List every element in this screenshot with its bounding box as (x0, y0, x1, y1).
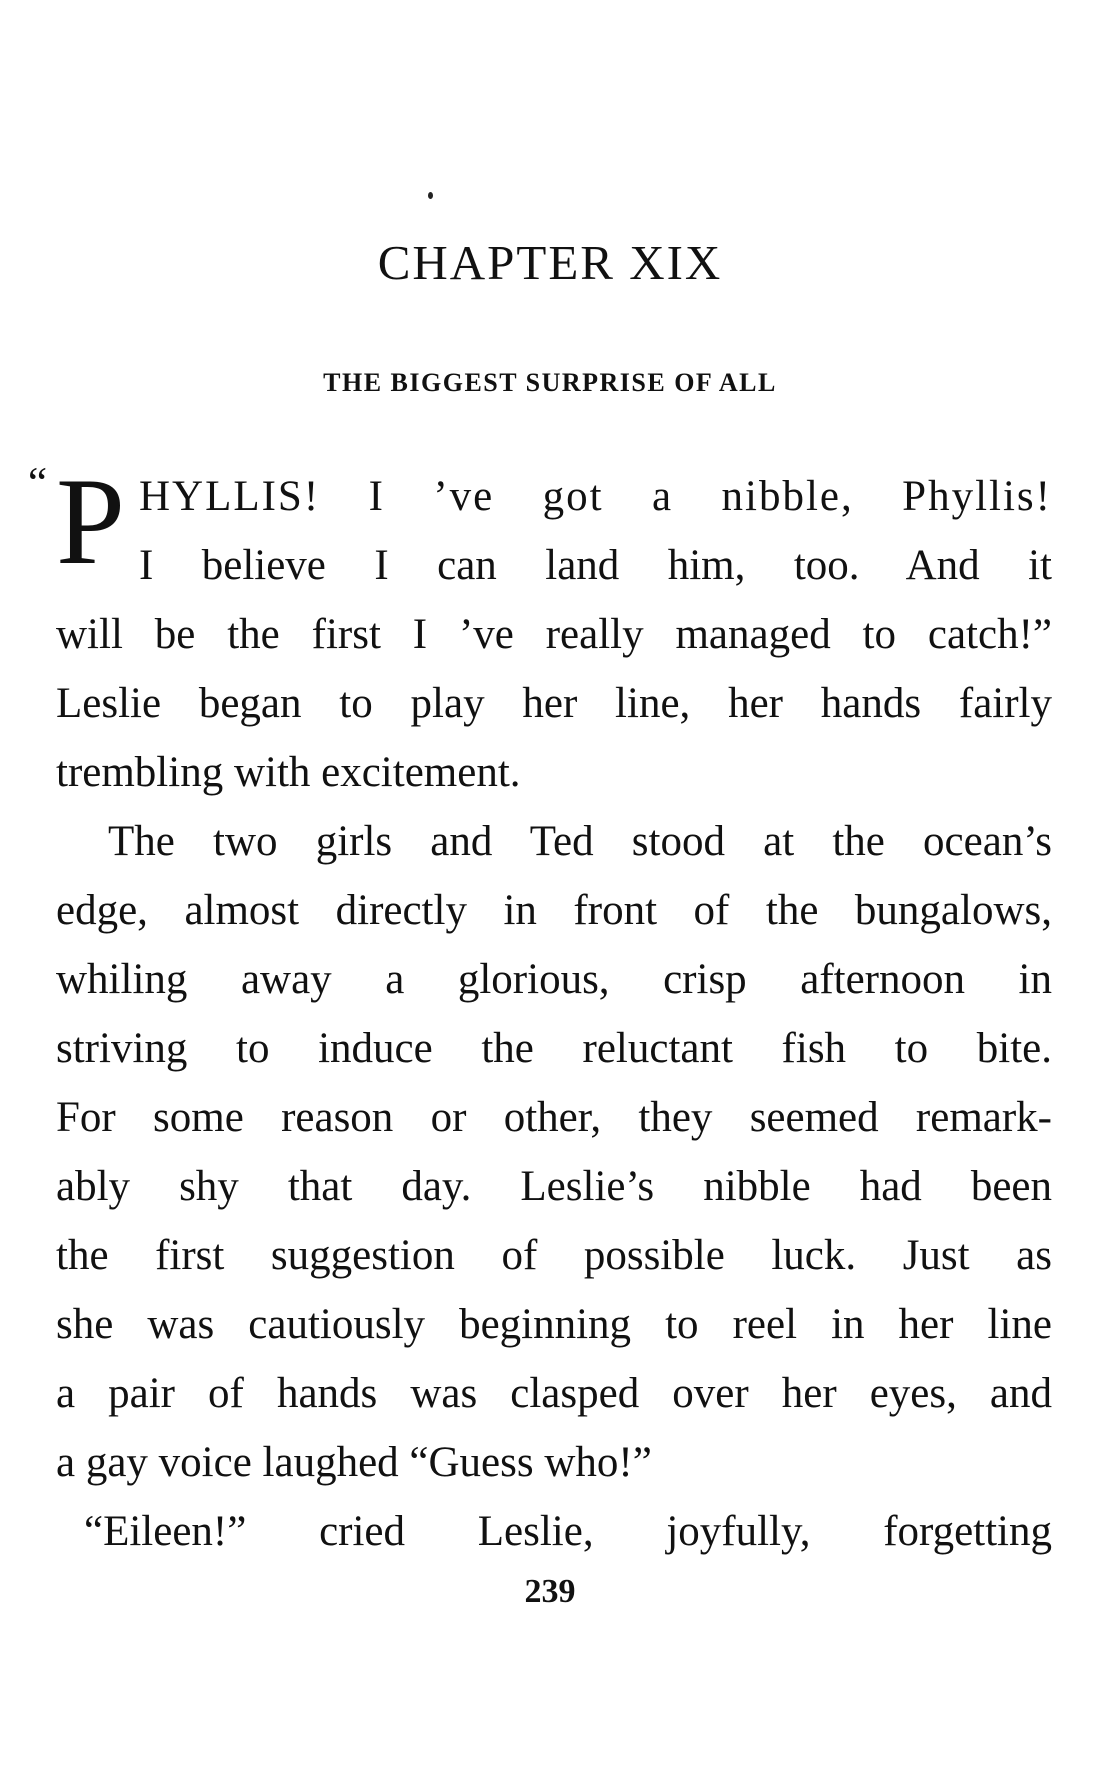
paragraph-line: a pair of hands was clasped over her eyes, and (56, 1370, 1052, 1417)
paragraph-line: whiling away a glorious, crisp afternoon in (56, 956, 1052, 1003)
paragraph-line: trembling with excitement. (56, 749, 521, 796)
paragraph-line: edge, almost directly in front of the bungalows, (56, 887, 1052, 934)
paragraph-line: striving to induce the reluctant fish to bite. (56, 1025, 1052, 1072)
paragraph-line: she was cautiously beginning to reel in her line (56, 1301, 1052, 1348)
paragraph-line: ably shy that day. Leslie’s nibble had been (56, 1163, 1052, 1210)
paragraph-line: will be the first I ’ve really managed to catch!” (56, 611, 1052, 658)
paragraph-line: Leslie began to play her line, her hands fairly (56, 680, 1052, 727)
paragraph-2 (56, 807, 1052, 1497)
body-text (28, 453, 1052, 1566)
paragraph-line: HYLLIS! I ’ve got a nibble, Phyllis! (138, 473, 1052, 520)
chapter-subtitle: THE BIGGEST SURPRISE OF ALL (323, 368, 777, 397)
print-speck (428, 192, 433, 199)
paragraph-line: For some reason or other, they seemed remark- (56, 1094, 1052, 1141)
opening-quote: “ (28, 460, 48, 507)
paragraph-line: the first suggestion of possible luck. Just as (56, 1232, 1052, 1279)
paragraph-line: I believe I can land him, too. And it (138, 542, 1052, 589)
page-number: 239 (524, 1573, 576, 1610)
drop-cap: P (56, 453, 125, 590)
chapter-title: CHAPTER XIX (377, 235, 723, 290)
paragraph-3 (56, 1497, 1052, 1566)
paragraph-line: “Eileen!” cried Leslie, joyfully, forgetting (84, 1508, 1052, 1555)
paragraph-line: a gay voice laughed “Guess who!” (56, 1439, 652, 1486)
paragraph-1 (28, 453, 1052, 807)
paragraph-line: The two girls and Ted stood at the ocean’s (108, 818, 1052, 865)
